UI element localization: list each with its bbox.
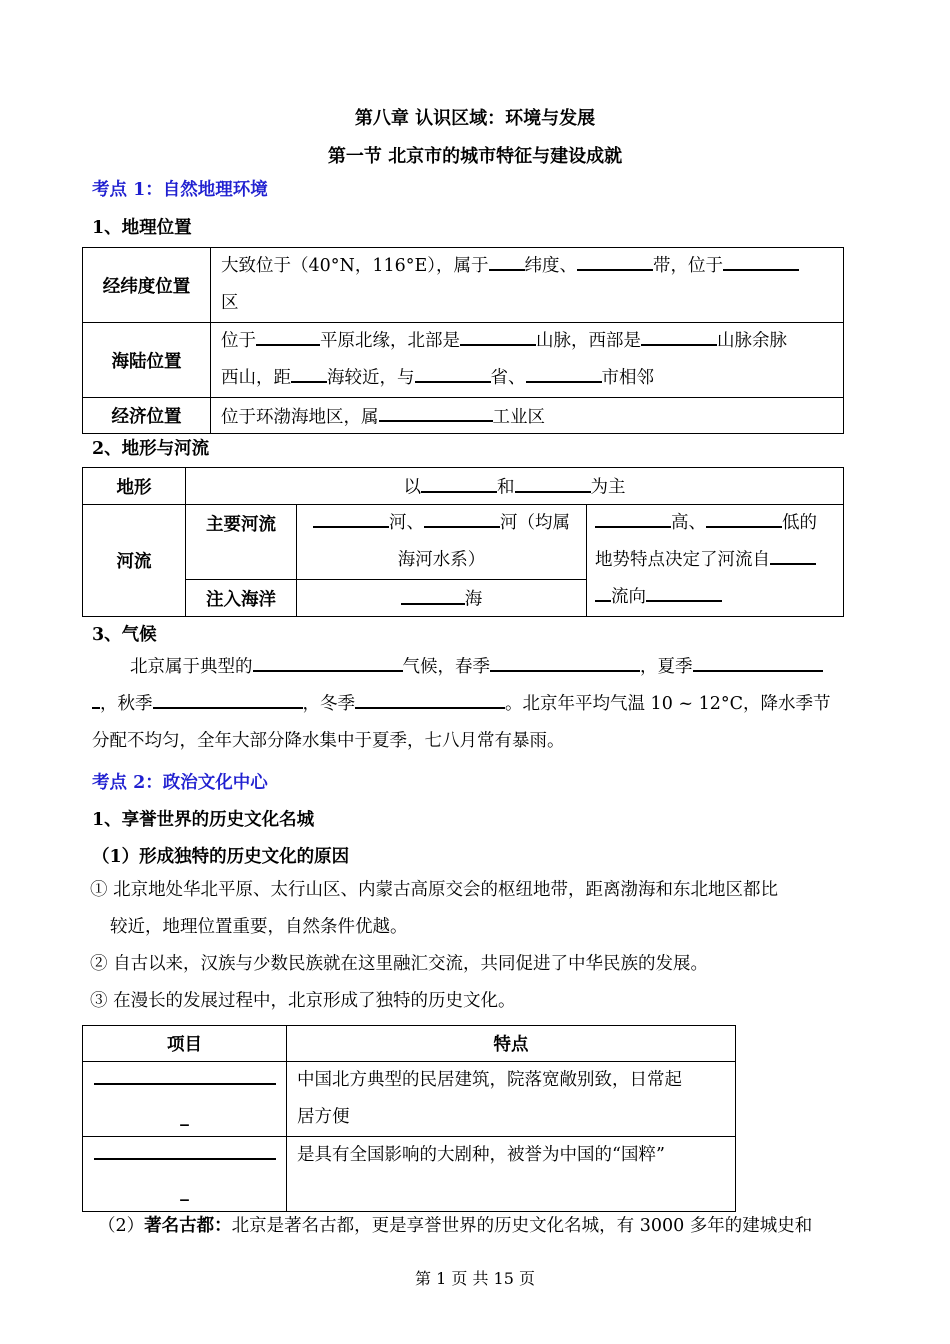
terrain-river-table [82, 467, 844, 617]
climate-paragraph: 北京属于典型的 气候，春季 ，夏季 ，秋季 ，冬季 。北京年平均气温 10 ~ 12°C，降水季节 分配不均匀，全年大部分降水集中于夏季，七八月常有暴雨。 [92, 649, 862, 760]
reason-3: ③ 在漫长的发展过程中，北京形成了独特的历史文化。 [90, 991, 516, 1011]
geo-location-table [82, 247, 844, 434]
economy-cell: 位于环渤海地区，属 工业区 [211, 398, 844, 434]
item-blank: _ [83, 1137, 287, 1212]
river-label: 河流 [83, 505, 186, 617]
row-label-economy: 经济位置 [83, 398, 211, 434]
col-header-feature: 特点 [287, 1026, 736, 1062]
feature-cell: 中国北方典型的民居建筑，院落宽敞别致，日常起 居方便 [287, 1062, 736, 1137]
item-blank: _ [83, 1062, 287, 1137]
main-river-cell: 河、 河（均属 海河水系） [297, 505, 587, 580]
page-footer: 第 1 页 共 15 页 [415, 1269, 535, 1288]
history-city-heading: 1、享誉世界的历史文化名城 [92, 810, 315, 830]
reason-2: ② 自古以来，汉族与少数民族就在这里融汇交流，共同促进了中华民族的发展。 [90, 954, 709, 974]
table-row [83, 1062, 736, 1137]
main-river-label: 主要河流 [186, 505, 297, 580]
feature-cell: 是具有全国影响的大剧种，被誉为中国的“国粹” [287, 1137, 736, 1212]
terrain-cell: 以 和 为主 [186, 468, 844, 505]
chapter-title: 第八章 认识区域：环境与发展 [354, 108, 596, 129]
terrain-label: 地形 [83, 468, 186, 505]
section-title: 第一节 北京市的城市特征与建设成就 [327, 146, 623, 167]
sea-label: 注入海洋 [186, 580, 297, 617]
climate-heading: 3、气候 [92, 625, 157, 645]
kaodian2-heading: 考点 2：政治文化中心 [92, 773, 268, 793]
culture-table [82, 1025, 736, 1212]
reason-1: ① 北京地处华北平原、太行山区、内蒙古高原交会的枢纽地带，距离渤海和东北地区都比 [90, 880, 779, 900]
kaodian1-heading: 考点 1：自然地理环境 [92, 180, 268, 200]
landsea-cell: 位于 平原北缘，北部是 山脉，西部是 山脉余脉 西山，距 海较近，与 省、 市相邻 [211, 323, 844, 398]
terrain-river-heading: 2、地形与河流 [92, 439, 210, 459]
row-label-landsea: 海陆位置 [83, 323, 211, 398]
reason-subheading: （1）形成独特的历史文化的原因 [92, 847, 350, 867]
river-trend-cell: 高、 低的 地势特点决定了河流自 流向 [587, 505, 844, 617]
famous-capital-line: （2）著名古都：北京是著名古都，更是享誉世界的历史文化名城，有 3000 多年的建城史和 [98, 1216, 813, 1236]
col-header-item: 项目 [83, 1026, 287, 1062]
latlon-cell: 大致位于（40°N，116°E），属于 纬度、 带，位于 区 [211, 248, 844, 323]
row-label-latlon: 经纬度位置 [83, 248, 211, 323]
reason-list [90, 872, 860, 1020]
geo-location-heading: 1、地理位置 [92, 218, 192, 238]
reason-1-cont: 较近，地理位置重要，自然条件优越。 [110, 917, 408, 937]
sea-cell: 海 [297, 580, 587, 617]
table-row [83, 1137, 736, 1212]
